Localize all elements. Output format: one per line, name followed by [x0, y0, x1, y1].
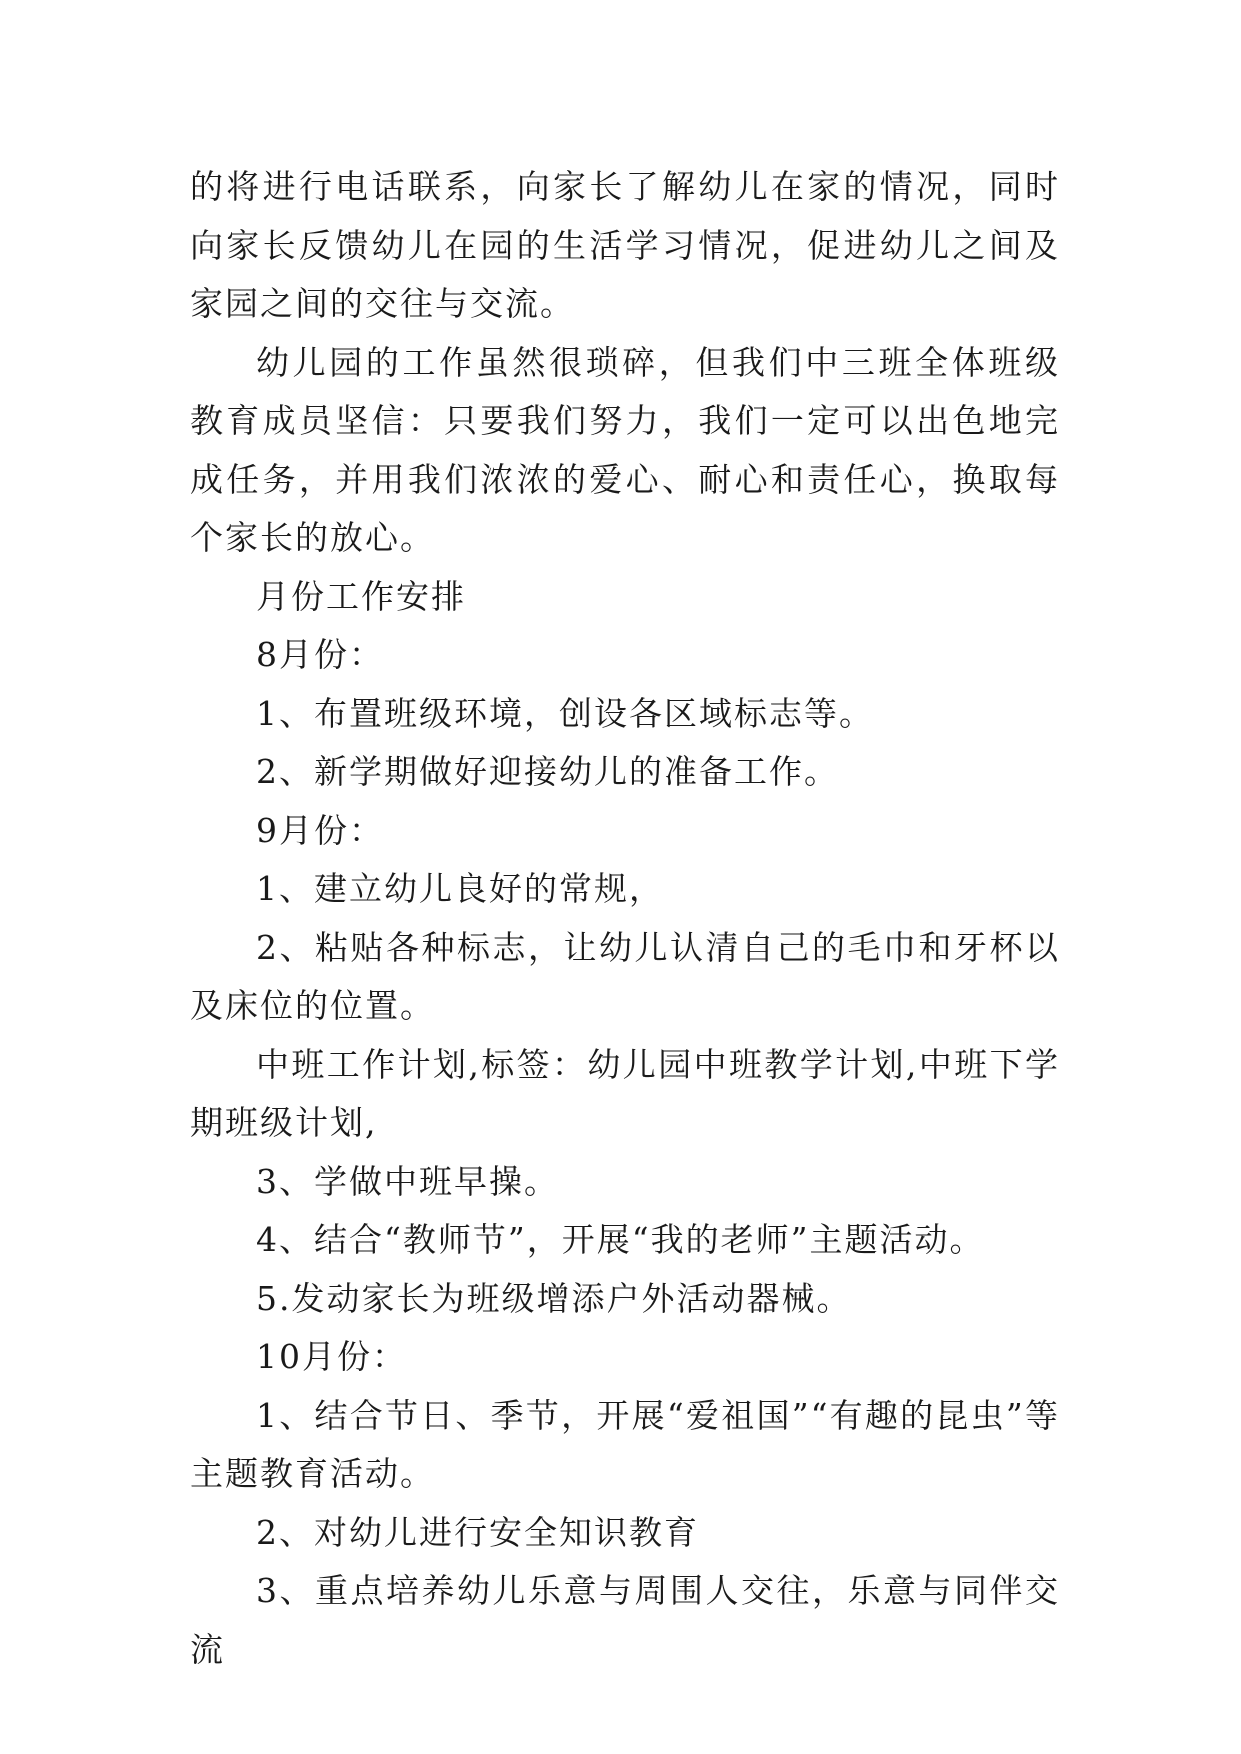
paragraph: 的将进行电话联系，向家长了解幼儿在家的情况，同时向家长反馈幼儿在园的生活学习情况，促进幼儿之间及家园之间的交往与交流。 — [190, 167, 1060, 323]
list-item: 1、结合节日、季节，开展“爱祖国”“有趣的昆虫”等主题教育活动。 — [190, 1395, 1060, 1493]
month-heading: 10月份： — [256, 1337, 407, 1376]
list-item: 2、粘贴各种标志，让幼儿认清自己的毛巾和牙杯以及床位的位置。 — [190, 927, 1060, 1025]
list-item: 5.发动家长为班级增添户外活动器械。 — [256, 1278, 852, 1318]
section-heading: 月份工作安排 — [256, 576, 466, 616]
list-item: 3、重点培养幼儿乐意与周围人交往，乐意与同伴交流 — [190, 1571, 1060, 1669]
list-item: 2、新学期做好迎接幼儿的准备工作。 — [256, 752, 839, 791]
month-heading: 9月份： — [256, 810, 384, 850]
list-item: 1、布置班级环境，创设各区域标志等。 — [256, 693, 874, 733]
tags-line: 中班工作计划,标签：幼儿园中班教学计划,中班下学期班级计划, — [190, 1044, 1060, 1142]
month-heading: 8月份： — [256, 635, 384, 674]
list-item: 2、对幼儿进行安全知识教育 — [256, 1512, 699, 1552]
paragraph: 幼儿园的工作虽然很琐碎，但我们中三班全体班级教育成员坚信：只要我们努力，我们一定可以出色地完成任务，并用我们浓浓的爱心、耐心和责任心，换取每个家长的放心。 — [190, 342, 1060, 557]
list-item: 4、结合“教师节”，开展“我的老师”主题活动。 — [256, 1220, 985, 1259]
document-page — [190, 158, 1060, 1679]
list-item: 3、学做中班早操。 — [256, 1161, 559, 1201]
list-item: 1、建立幼儿良好的常规， — [256, 869, 664, 908]
